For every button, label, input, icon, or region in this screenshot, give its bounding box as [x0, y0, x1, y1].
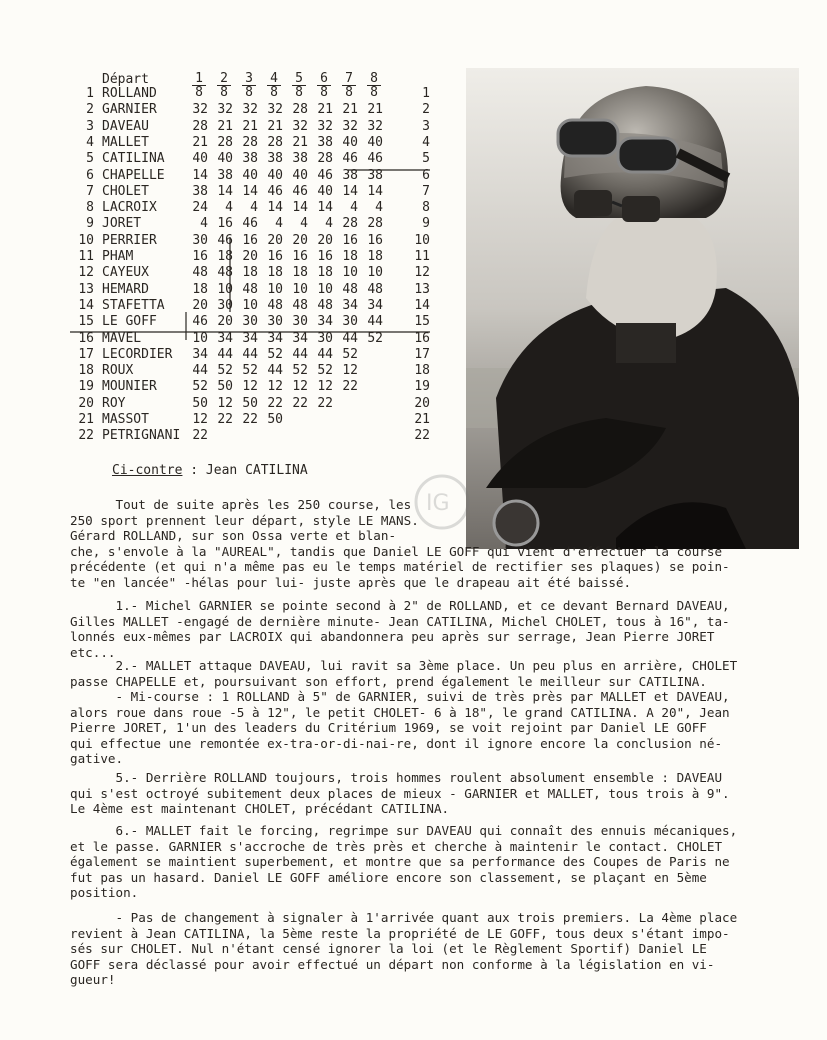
- lap-position: 12: [217, 395, 233, 411]
- lap-denominator: 8: [370, 85, 378, 100]
- lap-position: 18: [342, 249, 358, 264]
- lap-position: 50: [217, 379, 233, 395]
- lap-position: 16: [367, 232, 383, 248]
- report-paragraph: [70, 910, 737, 988]
- lap-position: 18: [267, 265, 283, 281]
- row-rank: 6: [86, 167, 94, 183]
- lap-position: 40: [217, 151, 233, 167]
- lap-position: 21: [217, 118, 233, 134]
- row-rank: 13: [78, 281, 94, 297]
- lap-denominator: 8: [295, 85, 303, 100]
- rider-name: CHOLET: [102, 183, 149, 199]
- row-rank: 7: [86, 183, 94, 199]
- report-line: 6.- MALLET fait le forcing, regrimpe sur DAVEAU qui connaît des ennuis mécaniques,: [70, 823, 738, 838]
- report-line: Gilles MALLET -engagé de dernière minute- Jean CATILINA, Michel CHOLET, tous à 16", ta-: [70, 613, 730, 629]
- lap-position: 10: [267, 281, 283, 297]
- lap-number: 5: [292, 72, 306, 86]
- lap-position: 28: [267, 134, 283, 150]
- lap-position: 48: [192, 265, 208, 281]
- lap-position: 16: [217, 216, 233, 232]
- lap-position: 34: [342, 297, 358, 313]
- lap-position: 50: [192, 395, 208, 411]
- lap-position: 12: [342, 363, 358, 379]
- lap-position: 32: [367, 118, 383, 134]
- row-rank: 3: [86, 118, 94, 134]
- report-line: Pierre JORET, 1'un des leaders du Critérium 1969, se voit rejoint par Daniel LE GOFF: [70, 720, 707, 735]
- report-paragraph: [70, 770, 730, 817]
- rider-name: ROY: [102, 395, 126, 411]
- lap-position: 52: [342, 346, 358, 362]
- lap-position: 12: [317, 379, 333, 395]
- lap-position: 48: [342, 281, 358, 297]
- lap-position: 22: [242, 412, 258, 427]
- lap-position: 32: [342, 118, 358, 134]
- lap-position: 38: [367, 167, 383, 183]
- report-line: 250 sport prennent leur départ, style LE MANS.: [70, 512, 419, 528]
- lap-position: 46: [367, 151, 383, 167]
- lap-position: 50: [242, 395, 258, 411]
- final-position: 10: [414, 232, 430, 248]
- lap-position: 20: [317, 232, 333, 248]
- report-line: passe CHAPELLE et, poursuivant son effort, prend également le meilleur sur CATILINA.: [70, 673, 707, 689]
- row-rank: 20: [78, 395, 94, 411]
- final-position: 3: [422, 118, 430, 134]
- lap-position: 40: [267, 167, 283, 183]
- photo-caption: [112, 463, 308, 478]
- lap-position: 38: [242, 151, 258, 167]
- lap-position: 44: [317, 346, 333, 362]
- lap-position: 40: [342, 134, 358, 150]
- lap-position: 30: [292, 314, 308, 330]
- lap-position: 52: [317, 363, 333, 379]
- lap-position: 34: [267, 330, 283, 346]
- rider-name: CAYEUX: [102, 265, 149, 281]
- rider-name: MASSOT: [102, 412, 149, 427]
- lap-position: 22: [192, 428, 208, 444]
- report-line: qui s'est octroyé subitement deux places de mieux - GARNIER et MALLET, tous trois à 9".: [70, 785, 730, 801]
- caption-label: Ci-contre: [112, 463, 183, 478]
- lap-position: 20: [242, 249, 258, 264]
- final-position: 19: [414, 379, 430, 395]
- lap-number: 3: [242, 72, 256, 86]
- lap-position: 14: [342, 183, 358, 199]
- lap-position: 34: [217, 330, 233, 346]
- lap-position: 38: [217, 167, 233, 183]
- lap-position: 48: [292, 297, 308, 313]
- row-rank: 2: [86, 102, 94, 118]
- lap-position: 21: [192, 134, 208, 150]
- rider-name: GARNIER: [102, 102, 157, 118]
- rider-name: HEMARD: [102, 281, 149, 297]
- lap-position: 20: [217, 314, 233, 330]
- lap-denominator: 8: [220, 85, 228, 100]
- final-position: 17: [414, 346, 430, 362]
- lap-position: 30: [242, 314, 258, 330]
- rider-name: PETRIGNANI: [102, 428, 181, 444]
- row-rank: 9: [86, 216, 94, 232]
- rider-name: LACROIX: [102, 200, 157, 216]
- lap-position: 32: [217, 102, 233, 118]
- lap-position: 50: [267, 412, 283, 427]
- row-rank: 11: [78, 249, 94, 264]
- lap-position: 52: [267, 346, 283, 362]
- rider-name: LECORDIER: [102, 346, 173, 362]
- lap-position: 28: [342, 216, 358, 232]
- lap-position: 4: [375, 200, 383, 216]
- lap-position: 22: [267, 395, 283, 411]
- lap-position: 12: [292, 379, 308, 395]
- lap-position: 10: [292, 281, 308, 297]
- lap-number: 7: [342, 72, 356, 86]
- lap-denominator: 8: [270, 85, 278, 100]
- final-position: 9: [422, 216, 430, 232]
- lap-position: 46: [317, 167, 333, 183]
- row-rank: 22: [78, 428, 94, 444]
- lap-position: 52: [292, 363, 308, 379]
- report-paragraph: [70, 658, 737, 767]
- lap-position: 34: [192, 346, 208, 362]
- lap-position: 46: [292, 183, 308, 199]
- lap-position: 30: [217, 297, 233, 313]
- lap-position: 21: [292, 134, 308, 150]
- lap-position: 22: [317, 395, 333, 411]
- lap-position: 40: [292, 167, 308, 183]
- rider-name: CHAPELLE: [102, 167, 165, 183]
- lap-position: 28: [217, 134, 233, 150]
- caption-text: : Jean CATILINA: [182, 463, 308, 478]
- lap-position: 14: [192, 167, 208, 183]
- lap-position: 18: [367, 249, 383, 264]
- final-position: 15: [414, 314, 430, 330]
- lap-position: 22: [342, 379, 358, 395]
- final-position: 18: [414, 363, 430, 379]
- final-position: 13: [414, 281, 430, 297]
- lap-position: 30: [342, 314, 358, 330]
- report-line: Le 4ème est maintenant CHOLET, précédant CATILINA.: [70, 801, 450, 816]
- lap-position: 38: [192, 183, 208, 199]
- report-line: alors roue dans roue -5 à 12", le petit CHOLET- 6 à 18", le grand CATILINA. A 20", Jean: [70, 704, 730, 720]
- lap-position: 46: [192, 314, 208, 330]
- lap-number: 2: [217, 72, 231, 86]
- lap-position: 28: [317, 151, 333, 167]
- lap-position: 16: [242, 232, 258, 248]
- lap-position: 44: [192, 363, 208, 379]
- final-position: 16: [414, 330, 430, 346]
- row-rank: 12: [78, 265, 94, 281]
- lap-position: 40: [367, 134, 383, 150]
- lap-position: 4: [300, 216, 308, 232]
- lap-position: 22: [292, 395, 308, 411]
- row-rank: 15: [78, 314, 94, 330]
- report-paragraph: [70, 497, 730, 590]
- lap-number: 6: [317, 72, 331, 86]
- lap-position: 32: [267, 102, 283, 118]
- final-position: 12: [414, 265, 430, 281]
- rider-name: STAFETTA: [102, 297, 165, 313]
- lap-position: 28: [192, 118, 208, 134]
- lap-position: 21: [342, 102, 358, 118]
- lap-position: 10: [367, 265, 383, 281]
- rider-name: MALLET: [102, 134, 149, 150]
- report-line: - Pas de changement à signaler à 1'arrivée quant aux trois premiers. La 4ème place: [70, 910, 738, 925]
- lap-position: 14: [317, 200, 333, 216]
- svg-text:IG: IG: [426, 491, 450, 516]
- rider-name: JORET: [102, 216, 142, 232]
- lap-position: 52: [192, 379, 208, 395]
- lap-position: 32: [317, 118, 333, 134]
- rider-name: MAVEL: [102, 330, 142, 346]
- rider-name: PHAM: [102, 249, 134, 264]
- lap-number: 4: [267, 72, 281, 86]
- report-line: et le passe. GARNIER s'accroche de très près et cherche à maintenir le contact. CHOLET: [70, 838, 723, 854]
- report-line: gative.: [70, 751, 124, 766]
- lap-position: 52: [367, 330, 383, 346]
- lap-position: 16: [192, 249, 208, 264]
- lap-position: 40: [192, 151, 208, 167]
- row-rank: 1: [86, 86, 94, 101]
- report-line: 1.- Michel GARNIER se pointe second à 2" de ROLLAND, et ce devant Bernard DAVEAU,: [70, 598, 730, 613]
- report-line: che, s'envole à la "AUREAL", tandis que Daniel LE GOFF qui vient d'effectuer la course: [70, 543, 723, 559]
- lap-position: 10: [192, 330, 208, 346]
- final-position: 2: [422, 102, 430, 118]
- report-line: Gérard ROLLAND, sur son Ossa verte et blan-: [70, 528, 397, 543]
- final-position: 1: [422, 86, 430, 101]
- row-rank: 16: [78, 330, 94, 346]
- lap-position: 44: [367, 314, 383, 330]
- rider-name: MOUNIER: [102, 379, 157, 395]
- row-rank: 10: [78, 232, 94, 248]
- lap-number: 1: [192, 72, 206, 86]
- lap-position: 16: [292, 249, 308, 264]
- lap-position: 14: [217, 183, 233, 199]
- lap-position: 52: [217, 363, 233, 379]
- lap-position: 44: [292, 346, 308, 362]
- report-line: GOFF sera déclassé pour avoir effectué un départ non conforme à la législation en vi-: [70, 956, 715, 972]
- report-line: te "en lancée" -hélas pour lui- juste après que le drapeau ait été baissé.: [70, 574, 632, 590]
- lap-position: 14: [367, 183, 383, 199]
- final-position: 20: [414, 395, 430, 411]
- report-line: sés sur CHOLET. Nul n'étant censé ignorer la loi (et le Règlement Sportif) Daniel LE: [70, 941, 707, 956]
- report-line: etc...: [70, 644, 116, 660]
- lap-position: 4: [200, 216, 208, 232]
- report-line: position.: [70, 885, 139, 900]
- lap-position: 4: [275, 216, 283, 232]
- lap-position: 14: [292, 200, 308, 216]
- row-rank: 21: [78, 412, 94, 427]
- lap-position: 4: [225, 200, 233, 216]
- lap-position: 28: [242, 134, 258, 150]
- lap-position: 32: [192, 102, 208, 118]
- lap-position: 48: [367, 281, 383, 297]
- lap-position: 14: [242, 183, 258, 199]
- lap-position: 12: [192, 412, 208, 427]
- row-rank: 4: [86, 134, 94, 150]
- report-line: 2.- MALLET attaque DAVEAU, lui ravit sa 3ème place. Un peu plus en arrière, CHOLET: [70, 658, 738, 673]
- lap-position: 21: [242, 118, 258, 134]
- lap-position: 28: [292, 102, 308, 118]
- lap-position: 44: [267, 363, 283, 379]
- lap-position: 10: [342, 265, 358, 281]
- lap-denominator: 8: [195, 85, 203, 100]
- lap-position: 32: [292, 118, 308, 134]
- lap-position: 4: [250, 200, 258, 216]
- lap-position: 4: [325, 216, 333, 232]
- lap-position: 21: [367, 102, 383, 118]
- lap-position: 46: [242, 216, 258, 232]
- row-rank: 17: [78, 346, 94, 362]
- lap-position: 44: [242, 346, 258, 362]
- report-line: revient à Jean CATILINA, la 5ème reste la propriété de LE GOFF, tous deux s'étant impo-: [70, 925, 730, 941]
- report-line: qui effectue une remontée ex-tra-or-di-nai-re, dont il ignore encore la conclusion né-: [70, 735, 723, 751]
- report-paragraph: [70, 598, 730, 660]
- lap-position: 32: [242, 102, 258, 118]
- lap-position: 48: [317, 297, 333, 313]
- departure-header: Départ: [102, 72, 149, 87]
- lap-position: 34: [367, 297, 383, 313]
- lap-position: 18: [192, 281, 208, 297]
- rider-name: PERRIER: [102, 232, 157, 248]
- report-line: précédente (et qui n'a même pas eu le temps matériel de rectifier ses plaques) se poin-: [70, 559, 730, 574]
- lap-position: 38: [292, 151, 308, 167]
- lap-position: 18: [217, 249, 233, 264]
- lap-position: 28: [367, 216, 383, 232]
- final-position: 7: [422, 183, 430, 199]
- report-line: gueur!: [70, 972, 116, 987]
- lap-position: 21: [317, 102, 333, 118]
- final-position: 6: [422, 167, 430, 183]
- table-rule-lines: [70, 72, 430, 452]
- rider-name: ROUX: [102, 363, 134, 379]
- lap-position: 16: [267, 249, 283, 264]
- lap-position: 24: [192, 200, 208, 216]
- row-rank: 8: [86, 200, 94, 216]
- report-line: fut pas un hasard. Daniel LE GOFF améliore encore son classement, se plaçant en 5ème: [70, 869, 707, 885]
- lap-position: 18: [317, 265, 333, 281]
- rider-name: LE GOFF: [102, 314, 157, 330]
- row-rank: 14: [78, 297, 94, 313]
- final-position: 22: [414, 428, 430, 444]
- lap-position: 12: [242, 379, 258, 395]
- report-line: 5.- Derrière ROLLAND toujours, trois hommes roulent absolument ensemble : DAVEAU: [70, 770, 723, 785]
- row-rank: 19: [78, 379, 94, 395]
- lap-position: 34: [317, 314, 333, 330]
- report-line: également se maintient superbement, et montre que sa performance des Coupes de Paris ne: [70, 854, 730, 869]
- lap-position: 4: [350, 200, 358, 216]
- lap-position: 46: [342, 151, 358, 167]
- final-position: 4: [422, 134, 430, 150]
- lap-position: 18: [292, 265, 308, 281]
- final-position: 5: [422, 151, 430, 167]
- lap-position: 16: [342, 232, 358, 248]
- report-line: lonnés eux-mêmes par LACROIX qui abandonnera peu après sur serrage, Jean Pierre JORET: [70, 629, 715, 644]
- lap-position: 20: [192, 297, 208, 313]
- lap-position: 48: [267, 297, 283, 313]
- final-position: 8: [422, 200, 430, 216]
- lap-position: 22: [217, 412, 233, 427]
- lap-position: 46: [267, 183, 283, 199]
- lap-denominator: 8: [345, 85, 353, 100]
- lap-position: 14: [267, 200, 283, 216]
- lap-position: 44: [217, 346, 233, 362]
- lap-position: 48: [242, 281, 258, 297]
- lap-position: 30: [267, 314, 283, 330]
- lap-position: 34: [292, 330, 308, 346]
- lap-position: 52: [242, 363, 258, 379]
- lap-position: 21: [267, 118, 283, 134]
- rider-portrait-image: [466, 68, 799, 549]
- rider-photo: [466, 68, 799, 549]
- lap-position: 10: [317, 281, 333, 297]
- lap-position: 44: [342, 330, 358, 346]
- final-position: 11: [414, 249, 430, 264]
- report-line: - Mi-course : 1 ROLLAND à 5" de GARNIER, suivi de très près par MALLET et DAVEAU,: [70, 689, 730, 704]
- lap-denominator: 8: [245, 85, 253, 100]
- lap-position: 20: [267, 232, 283, 248]
- row-rank: 5: [86, 151, 94, 167]
- lap-position: 18: [242, 265, 258, 281]
- lap-position: 16: [317, 249, 333, 264]
- report-line: Tout de suite après les 250 course, les: [70, 497, 412, 512]
- lap-position: 12: [267, 379, 283, 395]
- lap-position: 40: [242, 167, 258, 183]
- lap-position: 38: [267, 151, 283, 167]
- lap-position: 38: [342, 167, 358, 183]
- lap-position: 34: [242, 330, 258, 346]
- lap-position: 10: [242, 297, 258, 313]
- lap-position: 30: [192, 232, 208, 248]
- lap-position: 48: [217, 265, 233, 281]
- lap-position: 10: [217, 281, 233, 297]
- lap-denominator: 8: [320, 85, 328, 100]
- rider-name: CATILINA: [102, 151, 165, 167]
- lap-position: 46: [217, 232, 233, 248]
- lap-position: 38: [317, 134, 333, 150]
- rider-name: ROLLAND: [102, 86, 157, 101]
- lap-number: 8: [367, 72, 381, 86]
- lap-position: 30: [317, 330, 333, 346]
- final-position: 21: [414, 412, 430, 427]
- report-paragraph: [70, 823, 737, 901]
- final-position: 14: [414, 297, 430, 313]
- lap-position: 20: [292, 232, 308, 248]
- row-rank: 18: [78, 363, 94, 379]
- rider-name: DAVEAU: [102, 118, 149, 134]
- lap-position: 40: [317, 183, 333, 199]
